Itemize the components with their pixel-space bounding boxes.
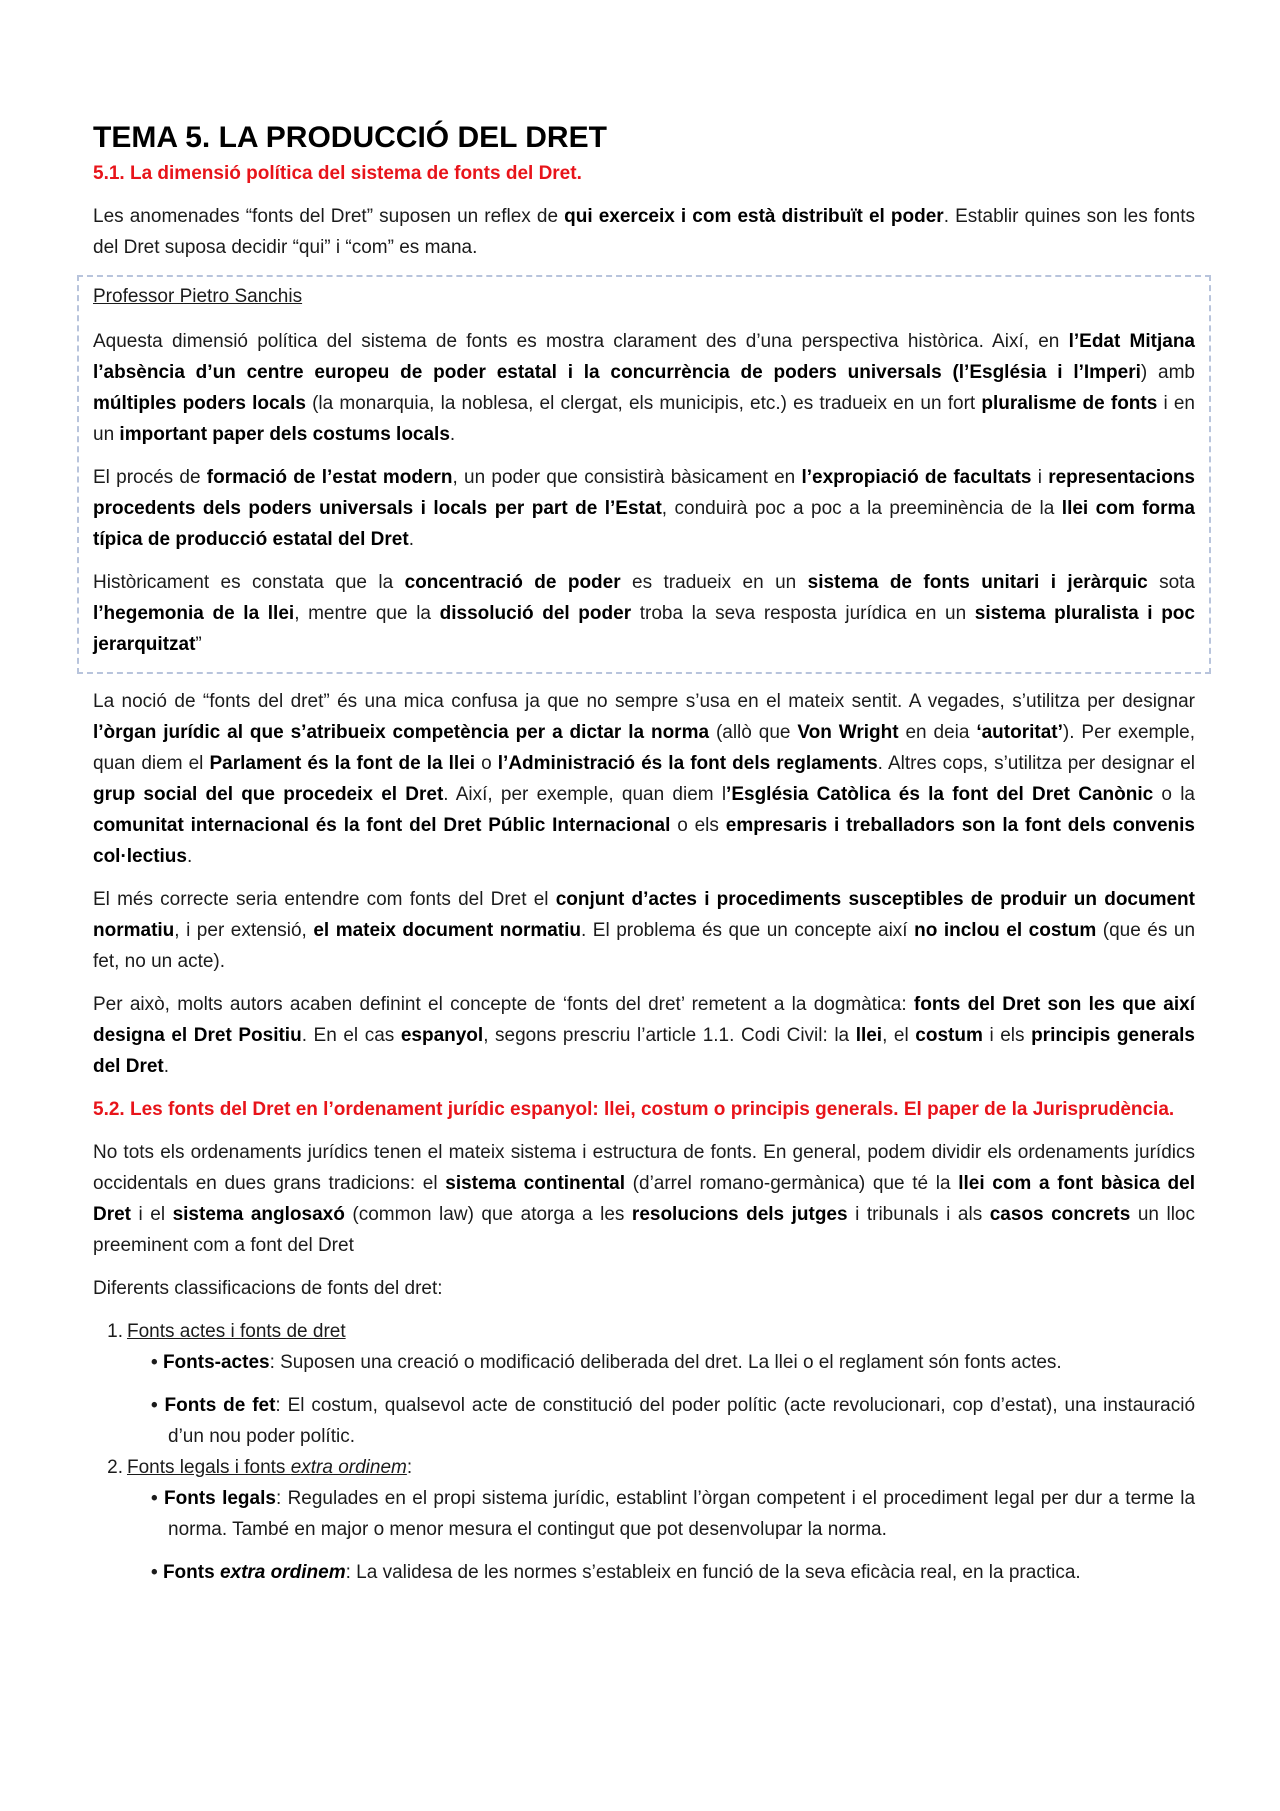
classification-list [93,1316,1195,1588]
quote-box [77,275,1211,674]
bullet: • [151,1352,158,1373]
quote-author: Professor Pietro Sanchis [93,286,303,307]
bullet: • [151,1488,158,1509]
quote-paragraph-3: Històricament es constata que la concentració de poder es tradueix en un sistema de fonts unitari i jeràrquic sota l’hegemonia de la llei, mentre que la dissolució del poder troba la seva resposta jurídica en un sistema pluralista i poc jerarquitzat” [93,572,1195,655]
quote-paragraph-2: El procés de formació de l’estat modern, un poder que consistirà bàsicament en l’expropiació de facultats i representacions procedents dels poders universals i locals per part de l’Estat, conduirà poc a poc a la preeminència de la llei com forma típica de producció estatal del Dret. [93,467,1195,550]
quote-paragraph-1: Aquesta dimensió política del sistema de fonts es mostra clarament des d’una perspectiva històrica. Així, en l’Edat Mitjana l’absència d’un centre europeu de poder estatal i la concurrència de poders universals (l’Església i l’Imperi) amb múltiples poders locals (la monarquia, la noblesa, el clergat, els municipis, etc.) es tradueix en un fort pluralisme de fonts i en un important paper dels costums locals. [93,331,1195,445]
paragraph-intro: Les anomenades “fonts del Dret” suposen un reflex de qui exerceix i com està distribuït el poder. Establir quines son les fonts del Dret suposa decidir “qui” i “com” es mana. [93,206,1195,258]
paragraph-aixo: Per això, molts autors acaben definint el concepte de ‘fonts del dret’ remetent a la dogmàtica: fonts del Dret son les que així designa el Dret Positiu. En el cas espanyol, segons prescriu l’article 1.1. Codi Civil: la llei, el costum i els principis generals del Dret. [93,994,1195,1077]
list-item-text: Fonts de fet: El costum, qualsevol acte de constitució del poder polític (acte revolucionari, cop d’estat), una instauració d’un nou poder polític. [164,1395,1196,1447]
list-item [151,1390,1195,1452]
sub-list [93,1347,1195,1452]
paragraph-nocio: La noció de “fonts del dret” és una mica confusa ja que no sempre s’usa en el mateix sentit. A vegades, s’utilitza per designar l’òrgan jurídic al que s’atribueix competència per a dictar la norma (allò que Von Wright en deia ‘autoritat’). Per exemple, quan diem el Parlament és la font de la llei o l’Administració és la font dels reglaments. Altres cops, s’utilitza per designar el grup social del que procedeix el Dret. Així, per exemple, quan diem l’Església Catòlica és la font del Dret Canònic o la comunitat internacional és la font del Dret Públic Internacional o els empresaris i treballadors son la font dels convenis col·lectius. [93,691,1195,867]
list-number: 1. [107,1321,123,1342]
list-item [151,1347,1195,1378]
list-number: 2. [107,1457,123,1478]
bullet: • [151,1562,158,1583]
list-item-text: Fonts extra ordinem: La validesa de les normes s’estableix en funció de la seva eficàcia real, en la practica. [162,1562,1081,1583]
classification-item [93,1452,1195,1588]
paragraph-correcte: El més correcte seria entendre com fonts del Dret el conjunt d’actes i procediments susceptibles de produir un document normatiu, i per extensió, el mateix document normatiu. El problema és que un concepte així no inclou el costum (que és un fet, no un acte). [93,889,1196,972]
paragraph-tradicions: No tots els ordenaments jurídics tenen el mateix sistema i estructura de fonts. En general, podem dividir els ordenaments jurídics occidentals en dues grans tradicions: el sistema continental (d’arrel romano-germànica) que té la llei com a font bàsica del Dret i el sistema anglosaxó (common law) que atorga a les resolucions dels jutges i tribunals i als casos concrets un lloc preeminent com a font del Dret [93,1142,1195,1256]
classification-item [93,1316,1195,1452]
bullet: • [151,1395,158,1416]
section-heading-5-1: 5.1. La dimensió política del sistema de fonts del Dret. [93,163,582,184]
classification-label: Fonts legals i fonts extra ordinem [127,1457,407,1478]
list-item-text: Fonts legals: Regulades en el propi sistema jurídic, establint l’òrgan competent i el procediment legal per dur a terme la norma. També en major o menor mesura el contingut que pot desenvolupar la norma. [164,1488,1196,1540]
list-item [151,1557,1195,1588]
section-heading-5-2: 5.2. Les fonts del Dret en l’ordenament jurídic espanyol: llei, costum o principis generals. El paper de la Jurisprudència. [93,1099,1175,1120]
classification-suffix: : [406,1457,413,1478]
page-title: TEMA 5. LA PRODUCCIÓ DEL DRET [93,121,607,154]
paragraph-classificacions: Diferents classificacions de fonts del dret: [93,1278,443,1299]
classification-label: Fonts actes i fonts de dret [127,1321,346,1342]
list-item [151,1483,1195,1545]
list-item-text: Fonts-actes: Suposen una creació o modificació deliberada del dret. La llei o el reglament són fonts actes. [162,1352,1062,1373]
sub-list [93,1483,1195,1588]
